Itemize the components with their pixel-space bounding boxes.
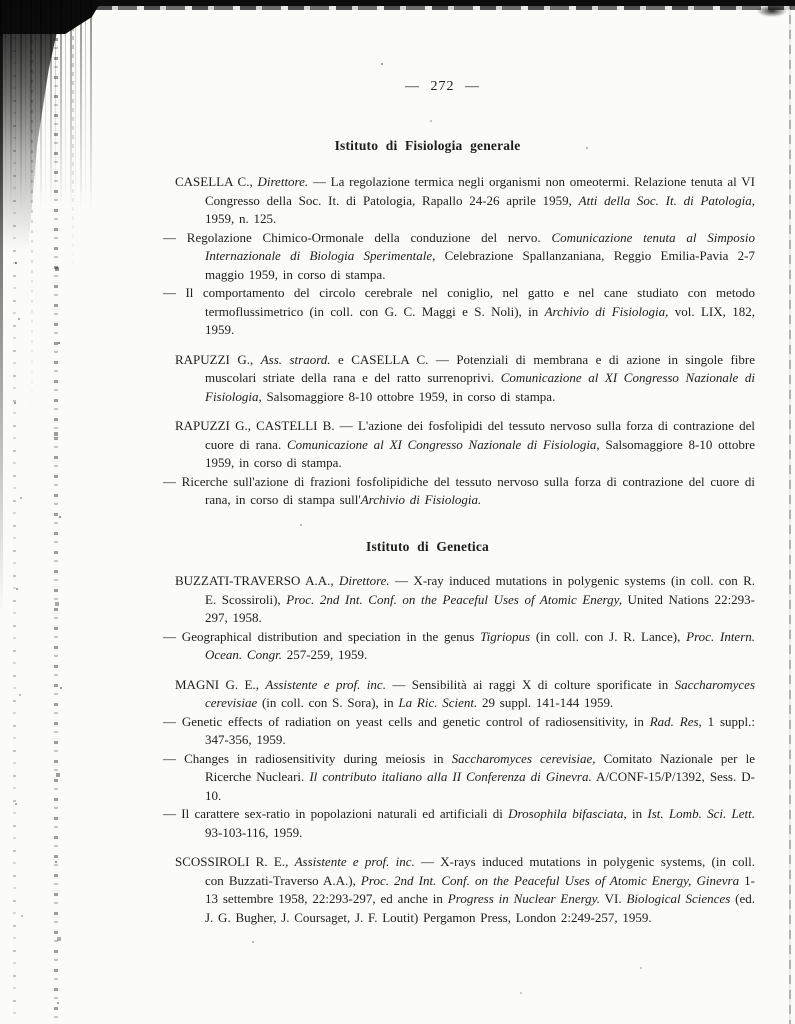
bib-entry-casella-3: — Il comportamento del circolo cerebrale nel coniglio, nel gatto e nel cane studiato con metodo termoflussimetrico (in coll. con G. C. Maggi e S. Noli), in Archivio di Fisiologia, vol. LIX, 182, 1959.	[163, 285, 756, 337]
bib-entry-rapuzzi-2: — Ricerche sull'azione di frazioni fosfolipidiche del tessuto nervoso sulla forza di contrazione del cuore di rana, in corso di stampa sull'Archivio di Fisiologia.	[163, 473, 755, 507]
bib-entry-buzzati-1: BUZZATI-TRAVERSO A.A., Direttore. — X-ray induced mutations in polygenic systems (in coll. con R. E. Scossiroli), Proc. 2nd Int. Conf. on the Peaceful Uses of Atomic Energy, United Nations 22:293-297, 1958.	[175, 573, 756, 625]
bib-entry-scossiroli: SCOSSIROLI R. E., Assistente e prof. inc. — X-rays induced mutations in polygenic systems, (in coll. con Buzzati-Traverso A.A.), Proc. 2nd Int. Conf. on the Peaceful Uses of Atomic Energy, Ginevra 1-13 settembre 1958, 22:293-297, ed anche in Progress in Nuclear Energy. VI. Biological Sciences (ed. J. G. Bugher, J. Coursaget, J. F. Loutit) Pergamon Press, London 2:249-257, 1959.	[175, 854, 756, 925]
scan-topright-mark	[757, 5, 787, 17]
bib-entry-magni-4: — Il carattere sex-ratio in popolazioni naturali ed artificiali di Drosophila bifasciata, in Ist. Lomb. Sci. Lett. 93-103-116, 1959.	[163, 806, 755, 840]
section-title: Istituto di Genetica	[366, 538, 489, 554]
bib-entry-casella-2: — Regolazione Chimico-Ormonale della conduzione del nervo. Comunicazione tenuta al Simposio Internazionale di Biologia Sperimentale, Celebrazione Spallanzaniana, Reggio Emilia-Pavia 2-7 maggio 1959, in corso di stampa.	[163, 229, 755, 282]
bib-entry-magni-2: — Genetic effects of radiation on yeast cells and genetic control of radiosensitivity, in Rad. Res, 1 suppl.: 347-356, 1959.	[163, 713, 755, 747]
bib-entry-buzzati-2: — Geographical distribution and speciation in the genus Tigriopus (in coll. con J. R. Lance), Proc. Intern. Ocean. Congr. 257-259, 1959.	[163, 628, 756, 662]
bib-entry-rapuzzi-castelli: RAPUZZI G., CASTELLI B. — L'azione dei fosfolipidi del tessuto nervoso sulla forza di contrazione del cuore di rana. Comunicazione al XI Congresso Nazionale di Fisiologia, Salsomaggiore 8-10 ottobre 1959, in corso di stampa.	[175, 418, 755, 470]
document-text	[0, 78, 795, 927]
section-fisiologia-generale	[0, 137, 795, 510]
bib-entry-magni-1: MAGNI G. E., Assistente e prof. inc. — Sensibilità ai raggi X di colture sporificate in Saccharomyces cerevisiae (in coll. con S. Sora), in La Ric. Scient. 29 suppl. 141-144 1959.	[175, 676, 755, 710]
page-number: — 272 —	[405, 79, 480, 94]
bib-entry-rapuzzi-casella: RAPUZZI G., Ass. straord. e CASELLA C. — Potenziali di membrana e di azione in singole fibre muscolari striate della rana e del ratto surrenoprivi. Comunicazione al XI Congresso Nazionale di Fisiologia, Salsomaggiore 8-10 ottobre 1959, in corso di stampa.	[175, 351, 755, 404]
bib-entry-casella-1: CASELLA C., Direttore. — La regolazione termica negli organismi non omeotermi. Relazione tenuta al VI Congresso della Soc. It. di Patologia, Rapallo 24-26 aprile 1959, Atti della Soc. It. di Patologia, 1959, n. 125.	[175, 174, 755, 226]
scan-top-edge-noise	[0, 6, 795, 10]
section-genetica	[0, 538, 795, 928]
section-title: Istituto di Fisiologia generale	[334, 137, 521, 153]
bib-entry-magni-3: — Changes in radiosensitivity during meiosis in Saccharomyces cerevisiae, Comitato Nazionale per le Ricerche Nucleari. Il contributo italiano alla II Conferenza di Ginevra. A/CONF-15/P/1392, Sess. D-10.	[163, 750, 755, 803]
